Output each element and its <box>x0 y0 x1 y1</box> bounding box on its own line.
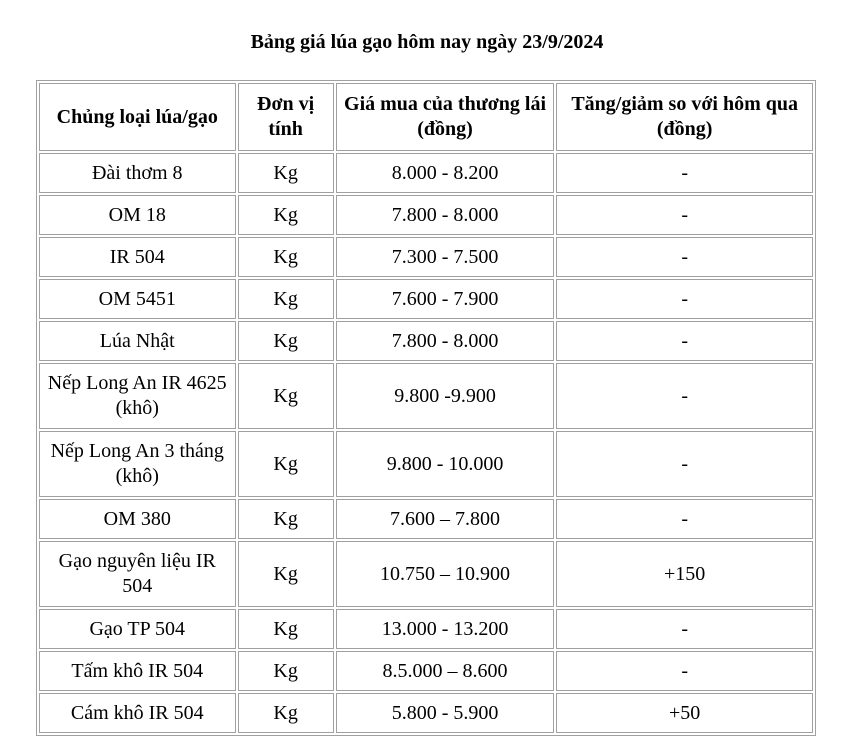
table-row <box>39 541 813 607</box>
cell-change: - <box>556 153 813 193</box>
cell-price: 9.800 - 10.000 <box>336 431 555 497</box>
cell-price: 7.800 - 8.000 <box>336 195 555 235</box>
table-row <box>39 321 813 361</box>
table-row <box>39 693 813 733</box>
cell-unit: Kg <box>238 651 334 691</box>
cell-unit: Kg <box>238 363 334 429</box>
cell-unit: Kg <box>238 541 334 607</box>
cell-unit: Kg <box>238 693 334 733</box>
cell-rice-type: OM 380 <box>39 499 236 539</box>
cell-unit: Kg <box>238 431 334 497</box>
header-rice-type: Chủng loại lúa/gạo <box>39 83 236 151</box>
header-trader-price: Giá mua của thương lái (đồng) <box>336 83 555 151</box>
header-unit: Đơn vị tính <box>238 83 334 151</box>
cell-rice-type: OM 5451 <box>39 279 236 319</box>
table-row <box>39 609 813 649</box>
cell-price: 8.5.000 – 8.600 <box>336 651 555 691</box>
cell-unit: Kg <box>238 195 334 235</box>
cell-rice-type: Nếp Long An IR 4625 (khô) <box>39 363 236 429</box>
cell-price: 13.000 - 13.200 <box>336 609 555 649</box>
cell-rice-type: Cám khô IR 504 <box>39 693 236 733</box>
cell-unit: Kg <box>238 499 334 539</box>
cell-rice-type: OM 18 <box>39 195 236 235</box>
cell-change: - <box>556 237 813 277</box>
cell-unit: Kg <box>238 237 334 277</box>
cell-rice-type: Nếp Long An 3 tháng (khô) <box>39 431 236 497</box>
cell-change: - <box>556 651 813 691</box>
cell-unit: Kg <box>238 609 334 649</box>
cell-change: +150 <box>556 541 813 607</box>
cell-change: +50 <box>556 693 813 733</box>
cell-price: 7.800 - 8.000 <box>336 321 555 361</box>
cell-change: - <box>556 363 813 429</box>
cell-change: - <box>556 431 813 497</box>
cell-unit: Kg <box>238 153 334 193</box>
cell-rice-type: Gạo nguyên liệu IR 504 <box>39 541 236 607</box>
cell-change: - <box>556 499 813 539</box>
table-row <box>39 651 813 691</box>
table-row <box>39 499 813 539</box>
table-row <box>39 237 813 277</box>
table-row <box>39 195 813 235</box>
cell-unit: Kg <box>238 321 334 361</box>
header-change: Tăng/giảm so với hôm qua (đồng) <box>556 83 813 151</box>
cell-unit: Kg <box>238 279 334 319</box>
cell-change: - <box>556 195 813 235</box>
cell-price: 5.800 - 5.900 <box>336 693 555 733</box>
cell-change: - <box>556 321 813 361</box>
cell-price: 7.600 – 7.800 <box>336 499 555 539</box>
table-row <box>39 431 813 497</box>
rice-price-table <box>36 80 816 736</box>
cell-change: - <box>556 279 813 319</box>
cell-rice-type: Gạo TP 504 <box>39 609 236 649</box>
cell-price: 10.750 – 10.900 <box>336 541 555 607</box>
table-header-row <box>39 83 813 151</box>
cell-rice-type: IR 504 <box>39 237 236 277</box>
table-row <box>39 363 813 429</box>
table-row <box>39 279 813 319</box>
page-title: Bảng giá lúa gạo hôm nay ngày 23/9/2024 <box>250 31 604 53</box>
cell-price: 7.300 - 7.500 <box>336 237 555 277</box>
cell-rice-type: Tấm khô IR 504 <box>39 651 236 691</box>
cell-rice-type: Lúa Nhật <box>39 321 236 361</box>
table-row <box>39 153 813 193</box>
cell-price: 8.000 - 8.200 <box>336 153 555 193</box>
cell-rice-type: Đài thơm 8 <box>39 153 236 193</box>
cell-price: 7.600 - 7.900 <box>336 279 555 319</box>
cell-price: 9.800 -9.900 <box>336 363 555 429</box>
cell-change: - <box>556 609 813 649</box>
